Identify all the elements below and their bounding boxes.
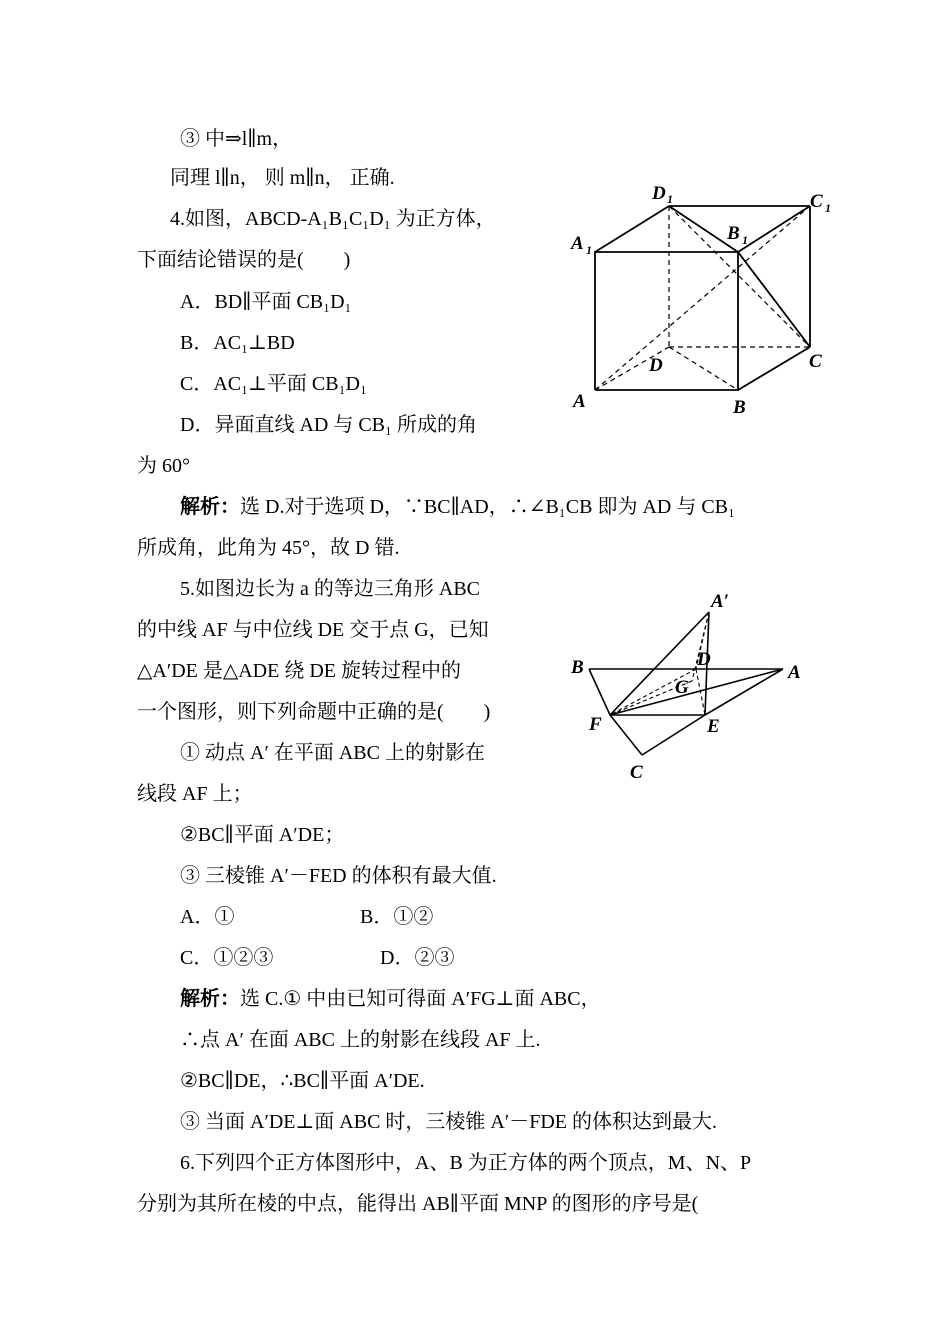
cube-label-a1: A (571, 233, 584, 254)
q4-analysis-cont: 所成角，此角为 45°，故 D 错. (137, 537, 400, 559)
tri-label-b: B (571, 657, 584, 678)
tri-label-c: C (630, 762, 643, 783)
question-4-stem: 4.如图，ABCD-A₁B₁C₁D₁ 为正方体， (170, 208, 496, 230)
question-5-stem-4: 一个图形，则下列命题中正确的是( ) (137, 701, 491, 723)
q4-option-d: D．异面直线 AD 与 CB₁ 所成的角 (180, 414, 477, 436)
q4-option-d-cont: 为 60° (137, 455, 190, 477)
q5-analysis-4: ③ 当面 A′DE⊥面 ABC 时，三棱锥 A′－FDE 的体积达到最大. (180, 1111, 718, 1133)
q5-statement-3: ③ 三棱锥 A′－FED 的体积有最大值. (180, 865, 497, 887)
cube-label-b1: B (727, 223, 740, 244)
analysis-label: 解析： (180, 496, 240, 518)
q5-option-b: B．①② (360, 906, 434, 928)
text-line-2: 同理 l∥n， 则 m∥n， 正确. (170, 167, 395, 189)
q4-option-b: B．AC₁⊥BD (180, 332, 295, 354)
cube-label-a1-sub: 1 (586, 243, 592, 257)
cube-solid-edges (595, 206, 810, 390)
tri-label-a-prime: A′ (711, 591, 730, 612)
question-4-stem-cont: 下面结论错误的是( ) (137, 249, 351, 271)
q5-statement-2: ②BC∥平面 A′DE； (180, 824, 345, 846)
cube-label-d1-sub: 1 (667, 192, 673, 206)
tri-label-d: D (697, 649, 711, 670)
q4-option-c: C．AC₁⊥平面 CB₁D₁ (180, 373, 367, 395)
question-5-stem: 5.如图边长为 a 的等边三角形 ABC (180, 578, 480, 600)
tri-label-e: E (707, 716, 720, 737)
cube-label-b: B (733, 397, 746, 418)
cube-label-c1-sub: 1 (825, 201, 831, 215)
q5-statement-1-cont: 线段 AF 上； (137, 783, 253, 805)
tri-label-g: G (675, 677, 689, 698)
q5-statement-1: ① 动点 A′ 在平面 ABC 上的射影在 (180, 742, 485, 764)
cube-hidden-edges (595, 206, 810, 390)
tri-label-f: F (589, 714, 602, 735)
q5-analysis (180, 986, 601, 1012)
triangle-figure (565, 585, 820, 785)
cube-label-c: C (809, 351, 822, 372)
tri-label-a: A (788, 662, 801, 683)
cube-label-d: D (649, 355, 663, 376)
cube-label-c1: C (810, 191, 823, 212)
cube-figure (565, 175, 840, 425)
q5-option-d: D．②③ (380, 947, 455, 969)
question-5-stem-2: 的中线 AF 与中位线 DE 交于点 G，已知 (137, 619, 489, 641)
question-6-stem-cont: 分别为其所在棱的中点，能得出 AB∥平面 MNP 的图形的序号是( (137, 1193, 699, 1215)
q5-option-a: A．① (180, 906, 235, 928)
cube-label-a: A (573, 391, 586, 412)
text-line-1: ③ 中⇒l∥m， (180, 128, 293, 150)
cube-label-d1: D (652, 183, 666, 204)
question-6-stem: 6.下列四个正方体图形中，A、B 为正方体的两个顶点，M、N、P (180, 1152, 752, 1174)
analysis-text: 选 D.对于选项 D，∵BC∥AD，∴∠B₁CB 即为 AD 与 CB₁ (240, 496, 735, 518)
q5-analysis-3: ②BC∥DE，∴BC∥平面 A′DE. (180, 1070, 425, 1092)
analysis-text: 选 C.① 中由已知可得面 A′FG⊥面 ABC， (240, 988, 601, 1010)
analysis-label: 解析： (180, 988, 240, 1010)
q4-analysis (180, 494, 735, 520)
q5-option-c: C．①②③ (180, 947, 274, 969)
question-5-stem-3: △A′DE 是△ADE 绕 DE 旋转过程中的 (137, 660, 462, 682)
q4-option-a: A．BD∥平面 CB₁D₁ (180, 291, 352, 313)
cube-label-b1-sub: 1 (742, 233, 748, 247)
q5-analysis-2: ∴点 A′ 在面 ABC 上的射影在线段 AF 上. (180, 1029, 541, 1051)
